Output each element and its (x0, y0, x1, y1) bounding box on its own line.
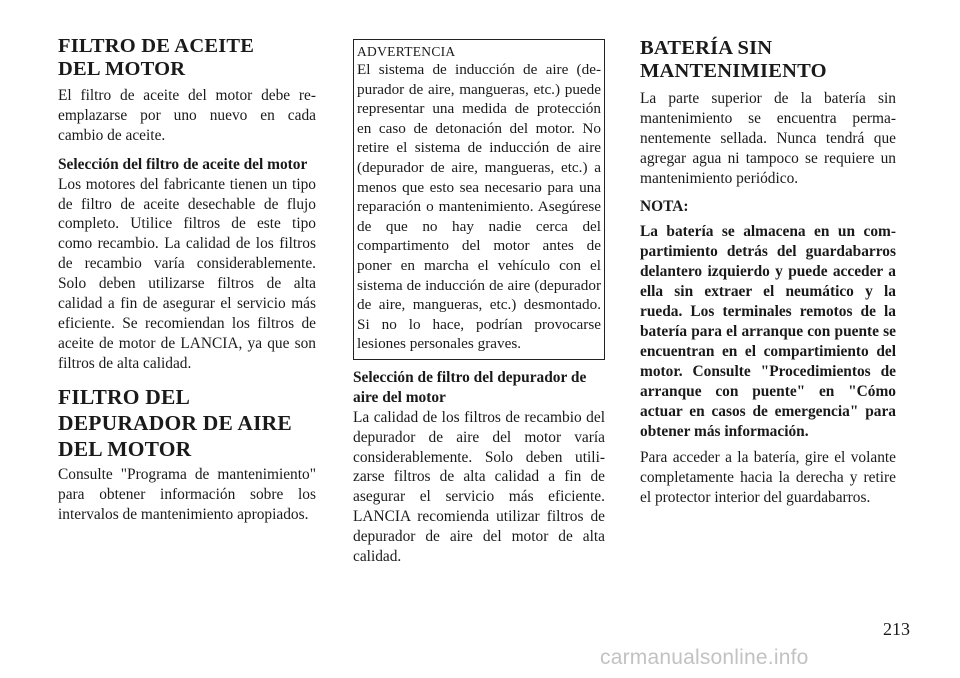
column-middle (353, 0, 605, 567)
air-filter-selection-text: La calidad de los filtros de recambio del depurador de aire del motor varía considerablemente. Solo deben utilizarse filtros de alta calidad a fin de asegurar el servicio más eficiente. LANCIA recomienda utilizar filtros de depurador de aire del motor de alta calidad. (353, 408, 605, 566)
air-cleaner-text: Consulte "Programa de mantenimiento" para obtener información sobre los intervalos de mantenimiento apropiados. (58, 465, 316, 523)
page-number: 213 (883, 619, 910, 639)
battery-intro: La parte superior de la batería sin mantenimiento se encuentra permanentemente sellada. Nunca tendrá que agregar agua ni tampoco se requiere un mantenimiento periódico. (640, 90, 896, 187)
heading-battery: BATERÍA SIN MANTENIMIENTO (640, 37, 827, 82)
warning-text: El sistema de inducción de aire (depurador de aire, mangueras, etc.) puede representar una medida de protección en caso de detonación del motor. No retire el sistema de inducción de aire (depurador de aire, mangueras, etc.) a menos que esto sea necesario para una reparación o mantenimiento. Asegúrese de que no hay nadie cerca del compartimento del motor antes de poner en marcha el vehículo con el sistema de inducción de aire (depurador de aire, mangueras, etc.) desmontado. Si no lo hace, podrían provocarse lesiones personales graves. (357, 61, 601, 353)
warning-title: ADVERTENCIA (357, 44, 456, 59)
warning-box (353, 39, 605, 360)
watermark-text: carmanualsonline.info (600, 646, 809, 669)
column-left (58, 0, 316, 524)
subheading-air-filter-selection: Selección de filtro del depurador de aire del motor (353, 368, 587, 406)
oil-filter-intro: El filtro de aceite del motor debe reemplazarse por uno nuevo en cada cambio de aceite. (58, 87, 316, 144)
note-text: La batería se almacena en un compartimiento detrás del guardabarros delantero izquierdo y puede acceder a ella sin extraer el neumático y la rueda. Los terminales remotos de la batería para el arranque con puente se encuentran en el compartimiento del motor. Consulte "Procedimientos de arranque con puente" en "Cómo actuar en casos de emergencia" para obtener más información. (640, 223, 896, 440)
heading-air-cleaner-filter: FILTRO DEL DEPURADOR DE AIRE DEL MOTOR (58, 384, 292, 461)
heading-oil-filter: FILTRO DE ACEITE DEL MOTOR (58, 35, 255, 80)
subheading-oil-filter-selection: Selección del filtro de aceite del motor (58, 155, 308, 173)
oil-filter-selection-text: Los motores del fabricante tienen un tipo de filtro de aceite desechable de flujo completo. Utilice filtros de este tipo como recambio. La calidad de los filtros de recambio varía considerablemente. Solo deben utilizarse filtros de alta calidad a fin de asegurar el servicio más eficiente. Se recomiendan los filtros de aceite de motor de LANCIA, ya que son filtros de alta calidad. (58, 175, 316, 372)
battery-access-text: Para acceder a la batería, gire el volante completamente hacia la derecha y retire el protector interior del guardabarros. (640, 449, 896, 507)
column-right (640, 0, 896, 508)
note-label: NOTA: (640, 197, 689, 215)
